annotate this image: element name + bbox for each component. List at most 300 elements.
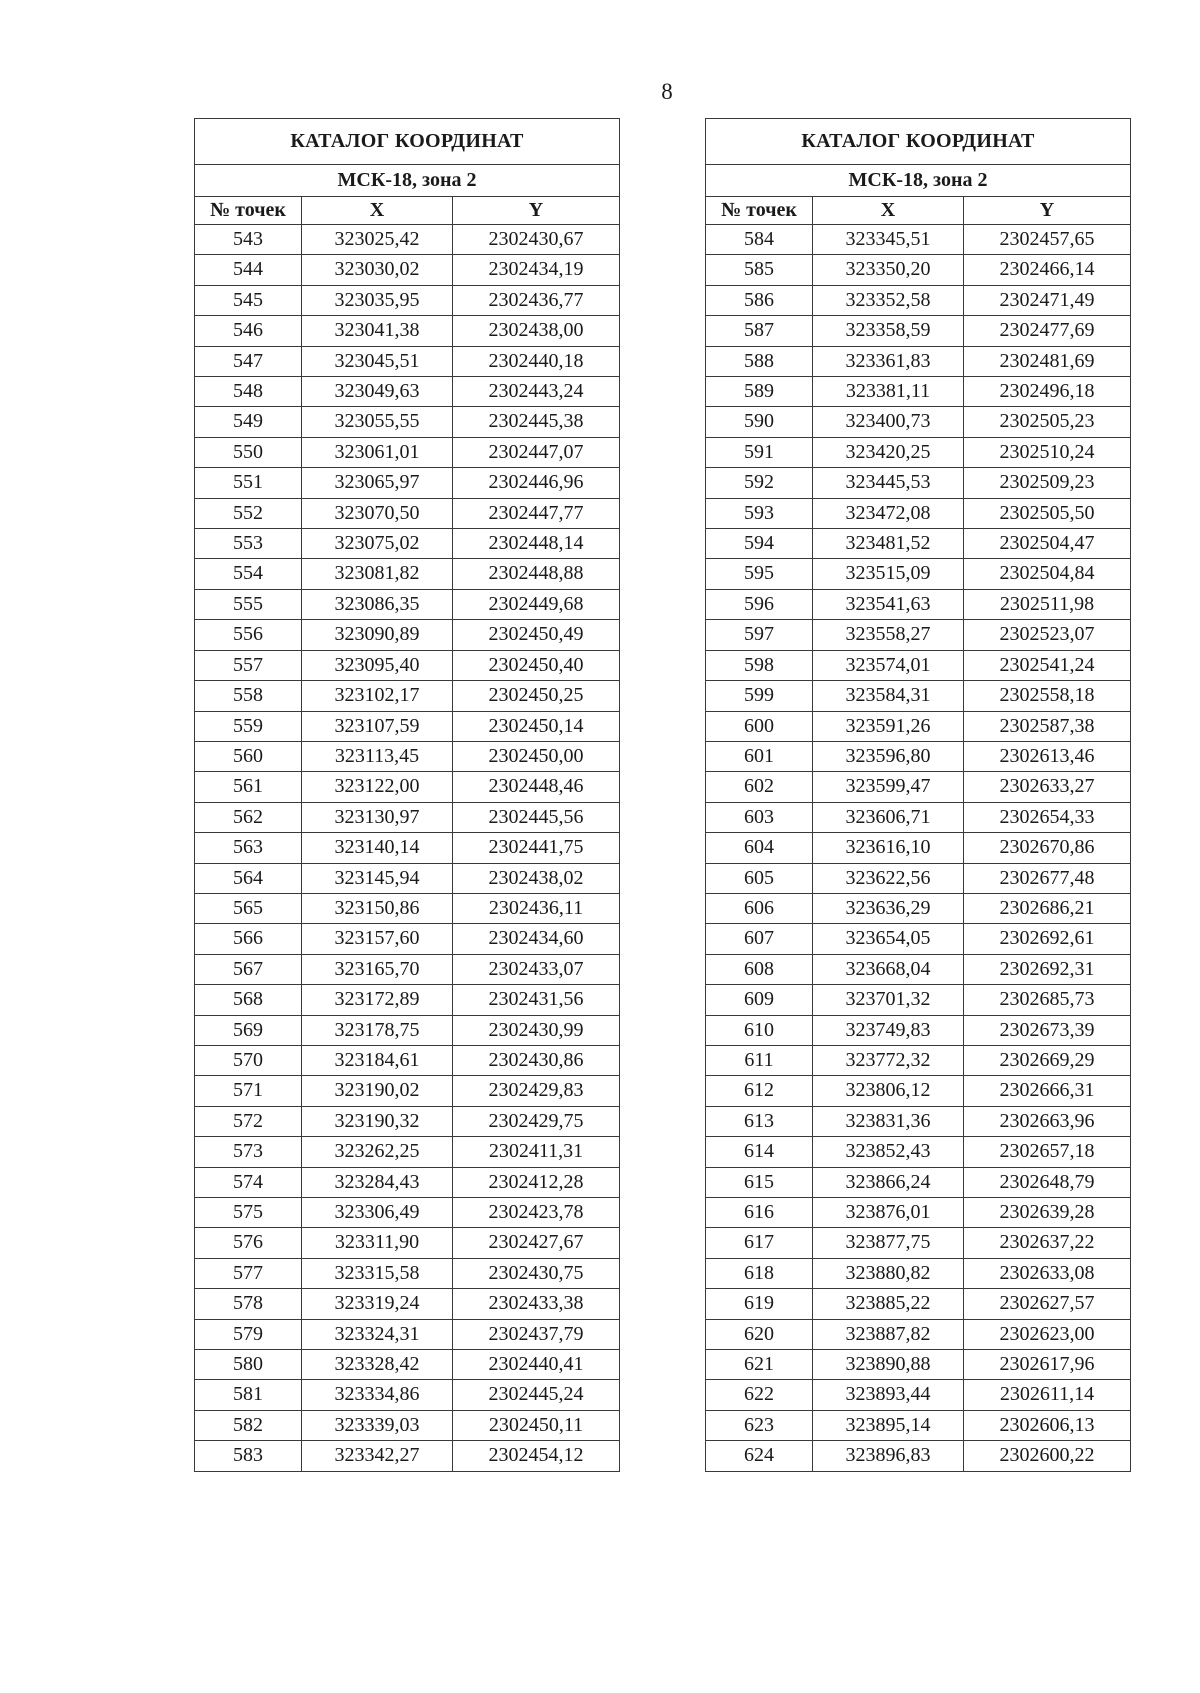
point-number-cell: 587 xyxy=(706,316,813,346)
x-coordinate-cell: 323606,71 xyxy=(813,802,964,832)
table-row xyxy=(706,893,1131,923)
column-header-x: X xyxy=(813,197,964,225)
table-row xyxy=(706,711,1131,741)
y-coordinate-cell: 2302606,13 xyxy=(964,1410,1131,1440)
point-number-cell: 614 xyxy=(706,1137,813,1167)
coordinate-system-label: МСК-18, зона 2 xyxy=(706,165,1131,197)
y-coordinate-cell: 2302449,68 xyxy=(453,589,620,619)
x-coordinate-cell: 323324,31 xyxy=(302,1319,453,1349)
column-header-point-number: № точек xyxy=(195,197,302,225)
x-coordinate-cell: 323030,02 xyxy=(302,255,453,285)
x-coordinate-cell: 323090,89 xyxy=(302,620,453,650)
table-row xyxy=(706,225,1131,255)
point-number-cell: 557 xyxy=(195,650,302,680)
table-row xyxy=(706,1045,1131,1075)
table-row xyxy=(195,1076,620,1106)
point-number-cell: 620 xyxy=(706,1319,813,1349)
point-number-cell: 621 xyxy=(706,1350,813,1380)
y-coordinate-cell: 2302430,86 xyxy=(453,1045,620,1075)
point-number-cell: 561 xyxy=(195,772,302,802)
y-coordinate-cell: 2302450,49 xyxy=(453,620,620,650)
column-header-y: Y xyxy=(453,197,620,225)
y-coordinate-cell: 2302441,75 xyxy=(453,833,620,863)
y-coordinate-cell: 2302443,24 xyxy=(453,377,620,407)
y-coordinate-cell: 2302450,40 xyxy=(453,650,620,680)
point-number-cell: 543 xyxy=(195,225,302,255)
x-coordinate-cell: 323584,31 xyxy=(813,681,964,711)
y-coordinate-cell: 2302436,77 xyxy=(453,285,620,315)
point-number-cell: 592 xyxy=(706,468,813,498)
table-row xyxy=(195,1106,620,1136)
y-coordinate-cell: 2302496,18 xyxy=(964,377,1131,407)
table-row xyxy=(706,985,1131,1015)
point-number-cell: 556 xyxy=(195,620,302,650)
y-coordinate-cell: 2302429,75 xyxy=(453,1106,620,1136)
point-number-cell: 576 xyxy=(195,1228,302,1258)
y-coordinate-cell: 2302692,61 xyxy=(964,924,1131,954)
point-number-cell: 571 xyxy=(195,1076,302,1106)
point-number-cell: 551 xyxy=(195,468,302,498)
point-number-cell: 545 xyxy=(195,285,302,315)
y-coordinate-cell: 2302446,96 xyxy=(453,468,620,498)
y-coordinate-cell: 2302613,46 xyxy=(964,741,1131,771)
table-row xyxy=(706,741,1131,771)
table-row xyxy=(195,711,620,741)
point-number-cell: 555 xyxy=(195,589,302,619)
catalog-rows-left xyxy=(195,225,620,1472)
point-number-cell: 584 xyxy=(706,225,813,255)
x-coordinate-cell: 323591,26 xyxy=(813,711,964,741)
y-coordinate-cell: 2302448,46 xyxy=(453,772,620,802)
point-number-cell: 577 xyxy=(195,1258,302,1288)
x-coordinate-cell: 323893,44 xyxy=(813,1380,964,1410)
table-row xyxy=(195,833,620,863)
point-number-cell: 578 xyxy=(195,1289,302,1319)
x-coordinate-cell: 323035,95 xyxy=(302,285,453,315)
y-coordinate-cell: 2302440,18 xyxy=(453,346,620,376)
y-coordinate-cell: 2302454,12 xyxy=(453,1441,620,1471)
table-row xyxy=(195,1167,620,1197)
y-coordinate-cell: 2302412,28 xyxy=(453,1167,620,1197)
x-coordinate-cell: 323065,97 xyxy=(302,468,453,498)
x-coordinate-cell: 323055,55 xyxy=(302,407,453,437)
table-row xyxy=(706,1106,1131,1136)
table-row xyxy=(706,498,1131,528)
table-row xyxy=(706,650,1131,680)
y-coordinate-cell: 2302466,14 xyxy=(964,255,1131,285)
point-number-cell: 623 xyxy=(706,1410,813,1440)
point-number-cell: 598 xyxy=(706,650,813,680)
table-row xyxy=(706,1258,1131,1288)
point-number-cell: 624 xyxy=(706,1441,813,1471)
y-coordinate-cell: 2302669,29 xyxy=(964,1045,1131,1075)
table-row xyxy=(706,1198,1131,1228)
y-coordinate-cell: 2302450,00 xyxy=(453,741,620,771)
y-coordinate-cell: 2302447,07 xyxy=(453,437,620,467)
x-coordinate-cell: 323122,00 xyxy=(302,772,453,802)
y-coordinate-cell: 2302511,98 xyxy=(964,589,1131,619)
point-number-cell: 560 xyxy=(195,741,302,771)
table-row xyxy=(195,255,620,285)
point-number-cell: 602 xyxy=(706,772,813,802)
x-coordinate-cell: 323081,82 xyxy=(302,559,453,589)
table-row xyxy=(195,924,620,954)
x-coordinate-cell: 323654,05 xyxy=(813,924,964,954)
point-number-cell: 608 xyxy=(706,954,813,984)
table-row xyxy=(706,802,1131,832)
x-coordinate-cell: 323558,27 xyxy=(813,620,964,650)
y-coordinate-cell: 2302633,27 xyxy=(964,772,1131,802)
x-coordinate-cell: 323070,50 xyxy=(302,498,453,528)
table-row xyxy=(706,589,1131,619)
y-coordinate-cell: 2302445,24 xyxy=(453,1380,620,1410)
x-coordinate-cell: 323113,45 xyxy=(302,741,453,771)
table-row xyxy=(706,255,1131,285)
table-row xyxy=(706,1380,1131,1410)
point-number-cell: 566 xyxy=(195,924,302,954)
table-row xyxy=(706,863,1131,893)
y-coordinate-cell: 2302504,47 xyxy=(964,529,1131,559)
x-coordinate-cell: 323381,11 xyxy=(813,377,964,407)
y-coordinate-cell: 2302666,31 xyxy=(964,1076,1131,1106)
table-row xyxy=(195,589,620,619)
x-coordinate-cell: 323107,59 xyxy=(302,711,453,741)
y-coordinate-cell: 2302447,77 xyxy=(453,498,620,528)
y-coordinate-cell: 2302450,14 xyxy=(453,711,620,741)
y-coordinate-cell: 2302685,73 xyxy=(964,985,1131,1015)
table-row xyxy=(195,1441,620,1471)
x-coordinate-cell: 323165,70 xyxy=(302,954,453,984)
point-number-cell: 552 xyxy=(195,498,302,528)
y-coordinate-cell: 2302648,79 xyxy=(964,1167,1131,1197)
catalog-rows-right xyxy=(706,225,1131,1472)
point-number-cell: 579 xyxy=(195,1319,302,1349)
column-header-point-number: № точек xyxy=(706,197,813,225)
point-number-cell: 610 xyxy=(706,1015,813,1045)
y-coordinate-cell: 2302434,60 xyxy=(453,924,620,954)
x-coordinate-cell: 323086,35 xyxy=(302,589,453,619)
x-coordinate-cell: 323445,53 xyxy=(813,468,964,498)
point-number-cell: 609 xyxy=(706,985,813,1015)
y-coordinate-cell: 2302611,14 xyxy=(964,1380,1131,1410)
x-coordinate-cell: 323045,51 xyxy=(302,346,453,376)
y-coordinate-cell: 2302510,24 xyxy=(964,437,1131,467)
table-row xyxy=(706,559,1131,589)
x-coordinate-cell: 323339,03 xyxy=(302,1410,453,1440)
table-row xyxy=(706,529,1131,559)
x-coordinate-cell: 323140,14 xyxy=(302,833,453,863)
x-coordinate-cell: 323061,01 xyxy=(302,437,453,467)
point-number-cell: 593 xyxy=(706,498,813,528)
point-number-cell: 580 xyxy=(195,1350,302,1380)
x-coordinate-cell: 323599,47 xyxy=(813,772,964,802)
catalog-title: КАТАЛОГ КООРДИНАТ xyxy=(706,119,1131,165)
point-number-cell: 600 xyxy=(706,711,813,741)
point-number-cell: 570 xyxy=(195,1045,302,1075)
x-coordinate-cell: 323574,01 xyxy=(813,650,964,680)
table-row xyxy=(195,407,620,437)
x-coordinate-cell: 323358,59 xyxy=(813,316,964,346)
point-number-cell: 563 xyxy=(195,833,302,863)
table-row xyxy=(195,346,620,376)
y-coordinate-cell: 2302654,33 xyxy=(964,802,1131,832)
point-number-cell: 574 xyxy=(195,1167,302,1197)
y-coordinate-cell: 2302541,24 xyxy=(964,650,1131,680)
x-coordinate-cell: 323636,29 xyxy=(813,893,964,923)
y-coordinate-cell: 2302686,21 xyxy=(964,893,1131,923)
y-coordinate-cell: 2302677,48 xyxy=(964,863,1131,893)
y-coordinate-cell: 2302430,67 xyxy=(453,225,620,255)
table-row xyxy=(706,407,1131,437)
x-coordinate-cell: 323749,83 xyxy=(813,1015,964,1045)
point-number-cell: 597 xyxy=(706,620,813,650)
x-coordinate-cell: 323319,24 xyxy=(302,1289,453,1319)
table-row xyxy=(195,377,620,407)
table-row xyxy=(195,559,620,589)
table-row xyxy=(706,1167,1131,1197)
y-coordinate-cell: 2302633,08 xyxy=(964,1258,1131,1288)
point-number-cell: 616 xyxy=(706,1198,813,1228)
y-coordinate-cell: 2302509,23 xyxy=(964,468,1131,498)
table-row xyxy=(706,346,1131,376)
x-coordinate-cell: 323831,36 xyxy=(813,1106,964,1136)
x-coordinate-cell: 323315,58 xyxy=(302,1258,453,1288)
point-number-cell: 617 xyxy=(706,1228,813,1258)
x-coordinate-cell: 323262,25 xyxy=(302,1137,453,1167)
x-coordinate-cell: 323342,27 xyxy=(302,1441,453,1471)
table-row xyxy=(706,1441,1131,1471)
y-coordinate-cell: 2302411,31 xyxy=(453,1137,620,1167)
point-number-cell: 591 xyxy=(706,437,813,467)
x-coordinate-cell: 323178,75 xyxy=(302,1015,453,1045)
table-row xyxy=(195,1045,620,1075)
point-number-cell: 606 xyxy=(706,893,813,923)
y-coordinate-cell: 2302673,39 xyxy=(964,1015,1131,1045)
y-coordinate-cell: 2302504,84 xyxy=(964,559,1131,589)
table-row xyxy=(706,1015,1131,1045)
point-number-cell: 562 xyxy=(195,802,302,832)
x-coordinate-cell: 323157,60 xyxy=(302,924,453,954)
x-coordinate-cell: 323361,83 xyxy=(813,346,964,376)
x-coordinate-cell: 323311,90 xyxy=(302,1228,453,1258)
y-coordinate-cell: 2302438,00 xyxy=(453,316,620,346)
table-row xyxy=(706,1076,1131,1106)
table-row xyxy=(706,833,1131,863)
point-number-cell: 601 xyxy=(706,741,813,771)
x-coordinate-cell: 323701,32 xyxy=(813,985,964,1015)
x-coordinate-cell: 323668,04 xyxy=(813,954,964,984)
y-coordinate-cell: 2302617,96 xyxy=(964,1350,1131,1380)
point-number-cell: 558 xyxy=(195,681,302,711)
y-coordinate-cell: 2302427,67 xyxy=(453,1228,620,1258)
table-row xyxy=(706,681,1131,711)
point-number-cell: 550 xyxy=(195,437,302,467)
y-coordinate-cell: 2302423,78 xyxy=(453,1198,620,1228)
table-row xyxy=(195,468,620,498)
y-coordinate-cell: 2302481,69 xyxy=(964,346,1131,376)
coordinate-catalog-table-left xyxy=(194,118,620,1472)
point-number-cell: 612 xyxy=(706,1076,813,1106)
point-number-cell: 586 xyxy=(706,285,813,315)
table-row xyxy=(195,1228,620,1258)
point-number-cell: 549 xyxy=(195,407,302,437)
y-coordinate-cell: 2302445,38 xyxy=(453,407,620,437)
point-number-cell: 596 xyxy=(706,589,813,619)
table-row xyxy=(706,1289,1131,1319)
point-number-cell: 619 xyxy=(706,1289,813,1319)
point-number-cell: 603 xyxy=(706,802,813,832)
x-coordinate-cell: 323306,49 xyxy=(302,1198,453,1228)
table-row xyxy=(195,285,620,315)
point-number-cell: 604 xyxy=(706,833,813,863)
point-number-cell: 607 xyxy=(706,924,813,954)
table-row xyxy=(195,1258,620,1288)
point-number-cell: 572 xyxy=(195,1106,302,1136)
y-coordinate-cell: 2302450,11 xyxy=(453,1410,620,1440)
table-row xyxy=(195,620,620,650)
point-number-cell: 595 xyxy=(706,559,813,589)
x-coordinate-cell: 323190,32 xyxy=(302,1106,453,1136)
coordinate-catalog-table-right xyxy=(705,118,1131,1472)
x-coordinate-cell: 323095,40 xyxy=(302,650,453,680)
table-row xyxy=(195,1319,620,1349)
point-number-cell: 564 xyxy=(195,863,302,893)
table-row xyxy=(706,1228,1131,1258)
y-coordinate-cell: 2302445,56 xyxy=(453,802,620,832)
x-coordinate-cell: 323887,82 xyxy=(813,1319,964,1349)
table-row xyxy=(195,1289,620,1319)
table-row xyxy=(195,650,620,680)
table-row xyxy=(195,316,620,346)
x-coordinate-cell: 323772,32 xyxy=(813,1045,964,1075)
table-row xyxy=(706,1319,1131,1349)
x-coordinate-cell: 323616,10 xyxy=(813,833,964,863)
y-coordinate-cell: 2302433,38 xyxy=(453,1289,620,1319)
x-coordinate-cell: 323515,09 xyxy=(813,559,964,589)
point-number-cell: 544 xyxy=(195,255,302,285)
table-row xyxy=(195,529,620,559)
point-number-cell: 581 xyxy=(195,1380,302,1410)
point-number-cell: 611 xyxy=(706,1045,813,1075)
y-coordinate-cell: 2302477,69 xyxy=(964,316,1131,346)
point-number-cell: 553 xyxy=(195,529,302,559)
y-coordinate-cell: 2302627,57 xyxy=(964,1289,1131,1319)
y-coordinate-cell: 2302431,56 xyxy=(453,985,620,1015)
y-coordinate-cell: 2302637,22 xyxy=(964,1228,1131,1258)
y-coordinate-cell: 2302436,11 xyxy=(453,893,620,923)
x-coordinate-cell: 323866,24 xyxy=(813,1167,964,1197)
table-row xyxy=(195,225,620,255)
x-coordinate-cell: 323284,43 xyxy=(302,1167,453,1197)
y-coordinate-cell: 2302448,88 xyxy=(453,559,620,589)
y-coordinate-cell: 2302623,00 xyxy=(964,1319,1131,1349)
point-number-cell: 588 xyxy=(706,346,813,376)
table-row xyxy=(706,1410,1131,1440)
table-row xyxy=(706,1137,1131,1167)
x-coordinate-cell: 323025,42 xyxy=(302,225,453,255)
point-number-cell: 599 xyxy=(706,681,813,711)
point-number-cell: 589 xyxy=(706,377,813,407)
table-row xyxy=(195,1380,620,1410)
y-coordinate-cell: 2302600,22 xyxy=(964,1441,1131,1471)
point-number-cell: 613 xyxy=(706,1106,813,1136)
table-row xyxy=(706,1350,1131,1380)
x-coordinate-cell: 323472,08 xyxy=(813,498,964,528)
x-coordinate-cell: 323877,75 xyxy=(813,1228,964,1258)
table-row xyxy=(706,285,1131,315)
point-number-cell: 615 xyxy=(706,1167,813,1197)
y-coordinate-cell: 2302448,14 xyxy=(453,529,620,559)
point-number-cell: 585 xyxy=(706,255,813,285)
x-coordinate-cell: 323885,22 xyxy=(813,1289,964,1319)
y-coordinate-cell: 2302657,18 xyxy=(964,1137,1131,1167)
point-number-cell: 548 xyxy=(195,377,302,407)
table-row xyxy=(195,954,620,984)
table-row xyxy=(195,498,620,528)
y-coordinate-cell: 2302434,19 xyxy=(453,255,620,285)
point-number-cell: 547 xyxy=(195,346,302,376)
x-coordinate-cell: 323041,38 xyxy=(302,316,453,346)
table-row xyxy=(195,1015,620,1045)
point-number-cell: 575 xyxy=(195,1198,302,1228)
y-coordinate-cell: 2302433,07 xyxy=(453,954,620,984)
x-coordinate-cell: 323890,88 xyxy=(813,1350,964,1380)
table-row xyxy=(706,437,1131,467)
table-row xyxy=(706,468,1131,498)
x-coordinate-cell: 323345,51 xyxy=(813,225,964,255)
table-row xyxy=(195,1410,620,1440)
y-coordinate-cell: 2302639,28 xyxy=(964,1198,1131,1228)
coordinate-system-label: МСК-18, зона 2 xyxy=(195,165,620,197)
y-coordinate-cell: 2302450,25 xyxy=(453,681,620,711)
point-number-cell: 618 xyxy=(706,1258,813,1288)
y-coordinate-cell: 2302505,50 xyxy=(964,498,1131,528)
table-row xyxy=(706,924,1131,954)
x-coordinate-cell: 323541,63 xyxy=(813,589,964,619)
table-row xyxy=(706,377,1131,407)
x-coordinate-cell: 323102,17 xyxy=(302,681,453,711)
table-row xyxy=(195,985,620,1015)
y-coordinate-cell: 2302430,75 xyxy=(453,1258,620,1288)
point-number-cell: 583 xyxy=(195,1441,302,1471)
x-coordinate-cell: 323895,14 xyxy=(813,1410,964,1440)
y-coordinate-cell: 2302505,23 xyxy=(964,407,1131,437)
y-coordinate-cell: 2302440,41 xyxy=(453,1350,620,1380)
point-number-cell: 569 xyxy=(195,1015,302,1045)
x-coordinate-cell: 323876,01 xyxy=(813,1198,964,1228)
x-coordinate-cell: 323420,25 xyxy=(813,437,964,467)
y-coordinate-cell: 2302430,99 xyxy=(453,1015,620,1045)
y-coordinate-cell: 2302457,65 xyxy=(964,225,1131,255)
x-coordinate-cell: 323896,83 xyxy=(813,1441,964,1471)
table-row xyxy=(195,1137,620,1167)
point-number-cell: 582 xyxy=(195,1410,302,1440)
x-coordinate-cell: 323880,82 xyxy=(813,1258,964,1288)
point-number-cell: 568 xyxy=(195,985,302,1015)
table-row xyxy=(706,954,1131,984)
point-number-cell: 605 xyxy=(706,863,813,893)
column-header-x: X xyxy=(302,197,453,225)
y-coordinate-cell: 2302587,38 xyxy=(964,711,1131,741)
y-coordinate-cell: 2302670,86 xyxy=(964,833,1131,863)
x-coordinate-cell: 323481,52 xyxy=(813,529,964,559)
table-row xyxy=(195,1350,620,1380)
table-row xyxy=(195,863,620,893)
point-number-cell: 622 xyxy=(706,1380,813,1410)
x-coordinate-cell: 323328,42 xyxy=(302,1350,453,1380)
x-coordinate-cell: 323622,56 xyxy=(813,863,964,893)
table-row xyxy=(706,316,1131,346)
